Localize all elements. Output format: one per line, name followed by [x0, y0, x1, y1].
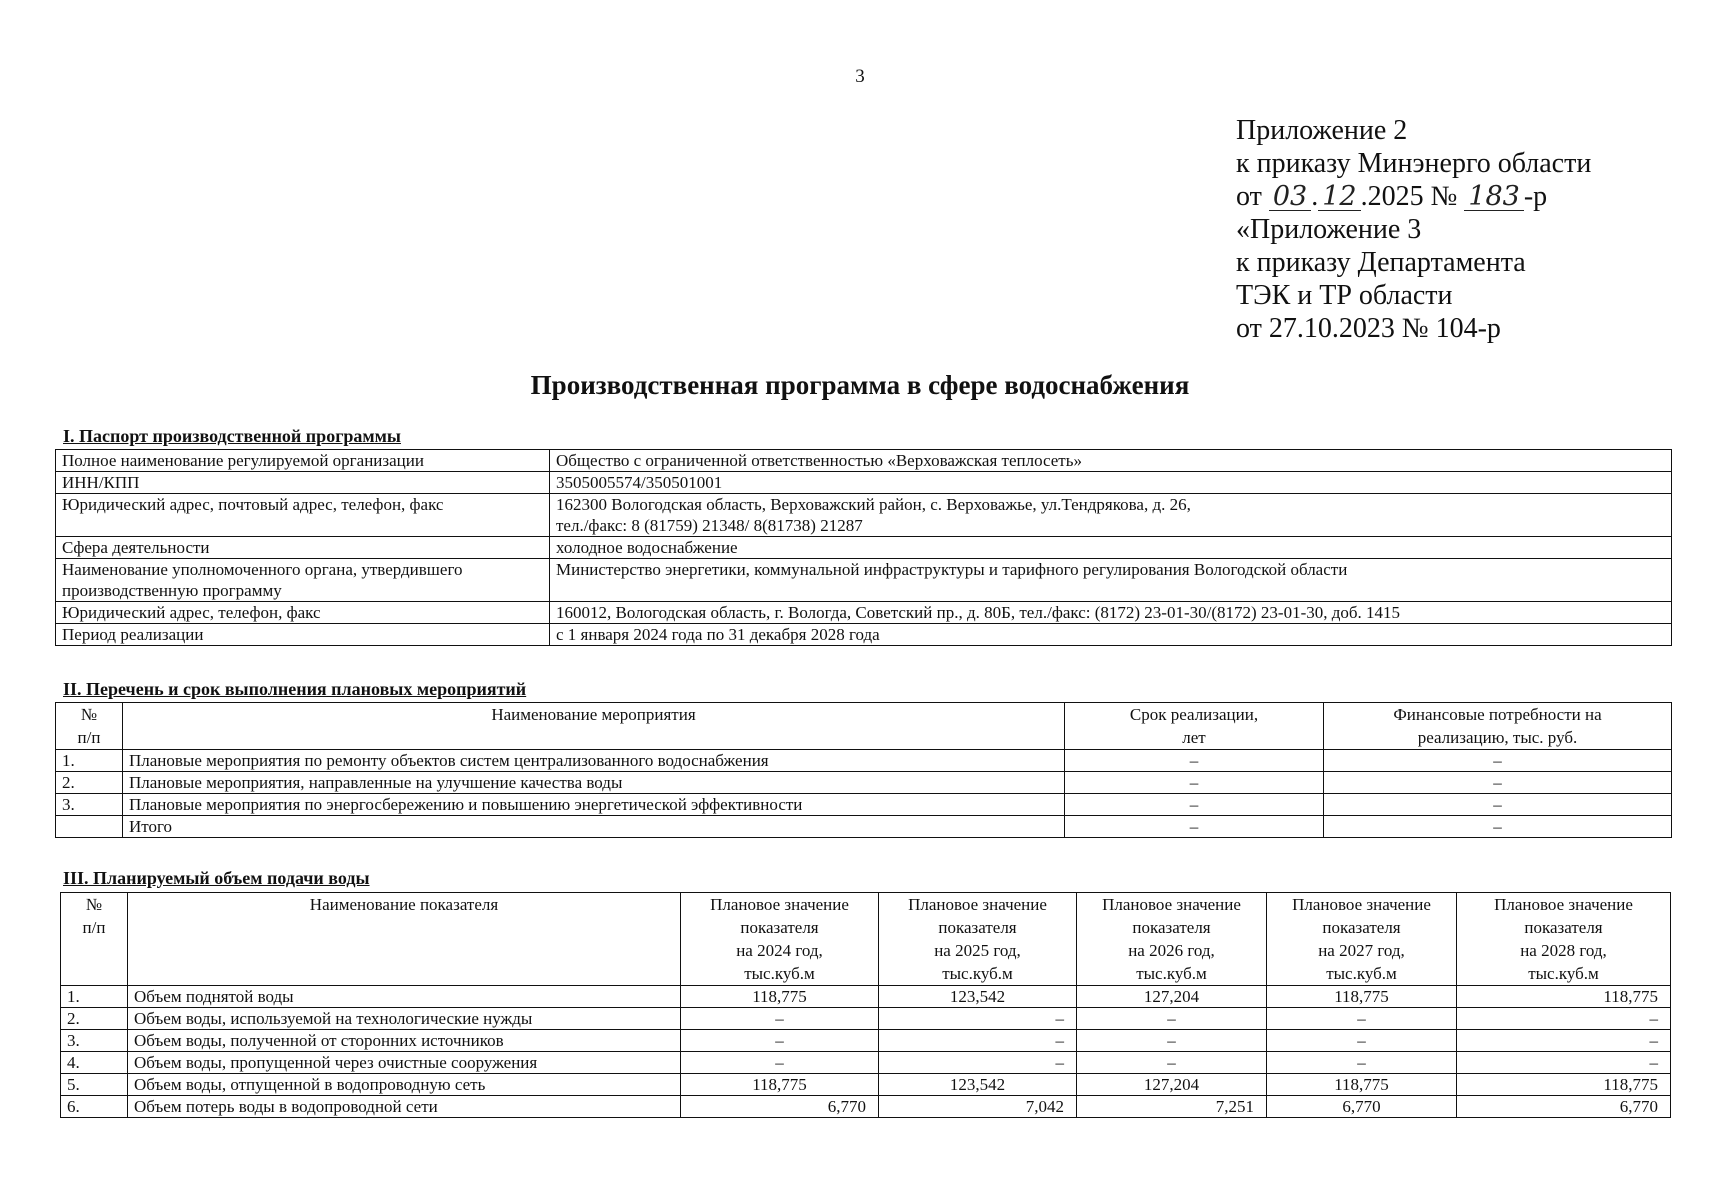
- order-suffix: -р: [1523, 181, 1548, 212]
- value-2026: –: [1077, 1052, 1267, 1074]
- table-row: [61, 1096, 1671, 1118]
- header-line: на 2026 год,: [1128, 941, 1215, 960]
- header-year-2028: [1457, 893, 1671, 986]
- value-2027: –: [1267, 1030, 1457, 1052]
- row-num: 1.: [61, 986, 128, 1008]
- row-name: Объем воды, полученной от сторонних источников: [128, 1030, 681, 1052]
- row-num: [56, 816, 123, 838]
- handwritten-day: 03: [1269, 184, 1311, 211]
- value-2028: 6,770: [1457, 1096, 1671, 1118]
- row-finance: –: [1324, 794, 1672, 816]
- row-num: 4.: [61, 1052, 128, 1074]
- value-2026: –: [1077, 1030, 1267, 1052]
- row-num: 3.: [56, 794, 123, 816]
- passport-value: 3505005574/350501001: [550, 472, 1672, 494]
- header-line: п/п: [82, 918, 106, 937]
- table-row: [56, 750, 1672, 772]
- value-2025: –: [879, 1030, 1077, 1052]
- table-header-row: [56, 703, 1672, 750]
- header-name: Наименование мероприятия: [123, 703, 1065, 750]
- header-line: показателя: [938, 918, 1017, 937]
- row-num: 3.: [61, 1030, 128, 1052]
- passport-label: Юридический адрес, телефон, факс: [56, 602, 550, 624]
- header-line: №: [85, 895, 103, 914]
- page-number: 3: [855, 66, 865, 87]
- header-line: тыс.куб.м: [1528, 964, 1599, 983]
- row-term: –: [1065, 794, 1324, 816]
- passport-value: холодное водоснабжение: [550, 537, 1672, 559]
- handwritten-month: 12: [1318, 184, 1360, 211]
- value-2027: –: [1267, 1008, 1457, 1030]
- appendix-block: [1236, 114, 1591, 345]
- row-finance: –: [1324, 816, 1672, 838]
- value-2028: –: [1457, 1008, 1671, 1030]
- row-name: Объем воды, используемой на технологические нужды: [128, 1008, 681, 1030]
- header-line: п/п: [77, 728, 101, 747]
- passport-label: Полное наименование регулируемой организации: [56, 450, 550, 472]
- row-name: Плановые мероприятия, направленные на улучшение качества воды: [123, 772, 1065, 794]
- header-year-2026: [1077, 893, 1267, 986]
- header-num: [56, 703, 123, 750]
- row-num: 6.: [61, 1096, 128, 1118]
- value-2025: 7,042: [879, 1096, 1077, 1118]
- label-line: производственную программу: [62, 581, 282, 600]
- appendix-date-prefix: от: [1236, 181, 1262, 212]
- value-2028: 118,775: [1457, 986, 1671, 1008]
- table-row: [61, 986, 1671, 1008]
- header-line: тыс.куб.м: [1136, 964, 1207, 983]
- header-line: тыс.куб.м: [744, 964, 815, 983]
- value-2026: 127,204: [1077, 986, 1267, 1008]
- row-finance: –: [1324, 750, 1672, 772]
- value-2025: –: [879, 1008, 1077, 1030]
- header-num: [61, 893, 128, 986]
- header-line: Плановое значение: [1102, 895, 1241, 914]
- header-line: показателя: [1322, 918, 1401, 937]
- appendix-line: к приказу Минэнерго области: [1236, 148, 1592, 179]
- row-num: 1.: [56, 750, 123, 772]
- appendix-line: «Приложение 3: [1236, 214, 1422, 245]
- table-row: [56, 559, 1672, 602]
- value-2026: 7,251: [1077, 1096, 1267, 1118]
- header-year-2025: [879, 893, 1077, 986]
- header-line: Плановое значение: [1292, 895, 1431, 914]
- value-2028: –: [1457, 1030, 1671, 1052]
- header-line: показателя: [1524, 918, 1603, 937]
- header-line: на 2024 год,: [736, 941, 823, 960]
- value-2028: –: [1457, 1052, 1671, 1074]
- section-3-title: III. Планируемый объем подачи воды: [63, 868, 370, 888]
- passport-value: Министерство энергетики, коммунальной инфраструктуры и тарифного регулирования Вологодской области: [550, 559, 1672, 602]
- value-2027: 118,775: [1267, 1074, 1457, 1096]
- value-2025: 123,542: [879, 1074, 1077, 1096]
- table-row: [61, 1030, 1671, 1052]
- document-title: Производственная программа в сфере водоснабжения: [530, 370, 1190, 400]
- value-2024: 118,775: [681, 1074, 879, 1096]
- header-line: реализацию, тыс. руб.: [1417, 728, 1578, 747]
- water-volume-table: [60, 892, 1671, 1118]
- table-row-total: [56, 816, 1672, 838]
- date-year: .2025 №: [1360, 181, 1458, 212]
- row-num: 2.: [56, 772, 123, 794]
- value-2025: –: [879, 1052, 1077, 1074]
- label-line: Наименование уполномоченного органа, утвердившего: [62, 560, 463, 579]
- header-line: на 2027 год,: [1318, 941, 1405, 960]
- table-row: [56, 537, 1672, 559]
- row-term: –: [1065, 750, 1324, 772]
- row-name: Плановые мероприятия по ремонту объектов систем централизованного водоснабжения: [123, 750, 1065, 772]
- value-2027: 6,770: [1267, 1096, 1457, 1118]
- header-line: показателя: [1132, 918, 1211, 937]
- header-line: Плановое значение: [710, 895, 849, 914]
- date-dot: .: [1311, 181, 1319, 212]
- appendix-line: к приказу Департамента: [1236, 247, 1526, 278]
- value-2026: –: [1077, 1008, 1267, 1030]
- header-term: [1065, 703, 1324, 750]
- header-line: Плановое значение: [908, 895, 1047, 914]
- passport-value: с 1 января 2024 года по 31 декабря 2028 года: [550, 624, 1672, 646]
- table-row: [56, 472, 1672, 494]
- table-header-row: [61, 893, 1671, 986]
- header-line: №: [80, 705, 98, 724]
- table-row: [56, 494, 1672, 537]
- header-line: показателя: [740, 918, 819, 937]
- header-year-2027: [1267, 893, 1457, 986]
- appendix-line: ТЭК и ТР области: [1236, 280, 1453, 311]
- passport-label: Сфера деятельности: [56, 537, 550, 559]
- header-line: на 2025 год,: [934, 941, 1021, 960]
- row-name: Объем воды, пропущенной через очистные сооружения: [128, 1052, 681, 1074]
- passport-value: 160012, Вологодская область, г. Вологда, Советский пр., д. 80Б, тел./факс: (8172) 23-01-30/(8172) 23-01-30, доб. 1415: [550, 602, 1672, 624]
- handwritten-order-number: 183: [1464, 184, 1524, 211]
- value-2024: –: [681, 1052, 879, 1074]
- passport-table: [55, 449, 1672, 646]
- header-year-2024: [681, 893, 879, 986]
- row-name: Объем поднятой воды: [128, 986, 681, 1008]
- header-line: Срок реализации,: [1129, 705, 1259, 724]
- phone-line: тел./факс: 8 (81759) 21348/ 8(81738) 21287: [556, 516, 863, 535]
- value-2024: –: [681, 1008, 879, 1030]
- table-row: [56, 602, 1672, 624]
- value-2028: 118,775: [1457, 1074, 1671, 1096]
- row-name: Итого: [123, 816, 1065, 838]
- measures-table: [55, 702, 1672, 838]
- row-name: Объем потерь воды в водопроводной сети: [128, 1096, 681, 1118]
- value-2026: 127,204: [1077, 1074, 1267, 1096]
- passport-value: Общество с ограниченной ответственностью «Верховажская теплосеть»: [550, 450, 1672, 472]
- table-row: [61, 1074, 1671, 1096]
- table-row: [56, 772, 1672, 794]
- header-line: тыс.куб.м: [1326, 964, 1397, 983]
- passport-value: [550, 494, 1672, 537]
- table-row: [61, 1008, 1671, 1030]
- passport-label: Юридический адрес, почтовый адрес, телефон, факс: [56, 494, 550, 537]
- header-line: Финансовые потребности на: [1393, 705, 1602, 724]
- address-line: 162300 Вологодская область, Верховажский район, с. Верховажье, ул.Тендрякова, д. 26,: [556, 495, 1191, 514]
- value-2024: 6,770: [681, 1096, 879, 1118]
- value-2024: 118,775: [681, 986, 879, 1008]
- passport-label: ИНН/КПП: [56, 472, 550, 494]
- appendix-order-line: [1236, 180, 1591, 213]
- value-2024: –: [681, 1030, 879, 1052]
- row-num: 5.: [61, 1074, 128, 1096]
- row-name: Плановые мероприятия по энергосбережению и повышению энергетической эффективности: [123, 794, 1065, 816]
- header-finance: [1324, 703, 1672, 750]
- table-row: [56, 450, 1672, 472]
- row-finance: –: [1324, 772, 1672, 794]
- section-1-title: I. Паспорт производственной программы: [63, 426, 401, 446]
- value-2027: 118,775: [1267, 986, 1457, 1008]
- value-2025: 123,542: [879, 986, 1077, 1008]
- header-line: тыс.куб.м: [942, 964, 1013, 983]
- row-term: –: [1065, 816, 1324, 838]
- table-row: [61, 1052, 1671, 1074]
- value-2027: –: [1267, 1052, 1457, 1074]
- row-num: 2.: [61, 1008, 128, 1030]
- appendix-line: Приложение 2: [1236, 115, 1408, 146]
- table-row: [56, 624, 1672, 646]
- header-line: на 2028 год,: [1520, 941, 1607, 960]
- passport-label: [56, 559, 550, 602]
- section-2-title: II. Перечень и срок выполнения плановых мероприятий: [63, 679, 527, 699]
- header-line: лет: [1182, 728, 1206, 747]
- header-name: Наименование показателя: [128, 893, 681, 986]
- passport-label: Период реализации: [56, 624, 550, 646]
- table-row: [56, 794, 1672, 816]
- header-line: Плановое значение: [1494, 895, 1633, 914]
- row-name: Объем воды, отпущенной в водопроводную сеть: [128, 1074, 681, 1096]
- row-term: –: [1065, 772, 1324, 794]
- appendix-line: от 27.10.2023 № 104-р: [1236, 313, 1501, 344]
